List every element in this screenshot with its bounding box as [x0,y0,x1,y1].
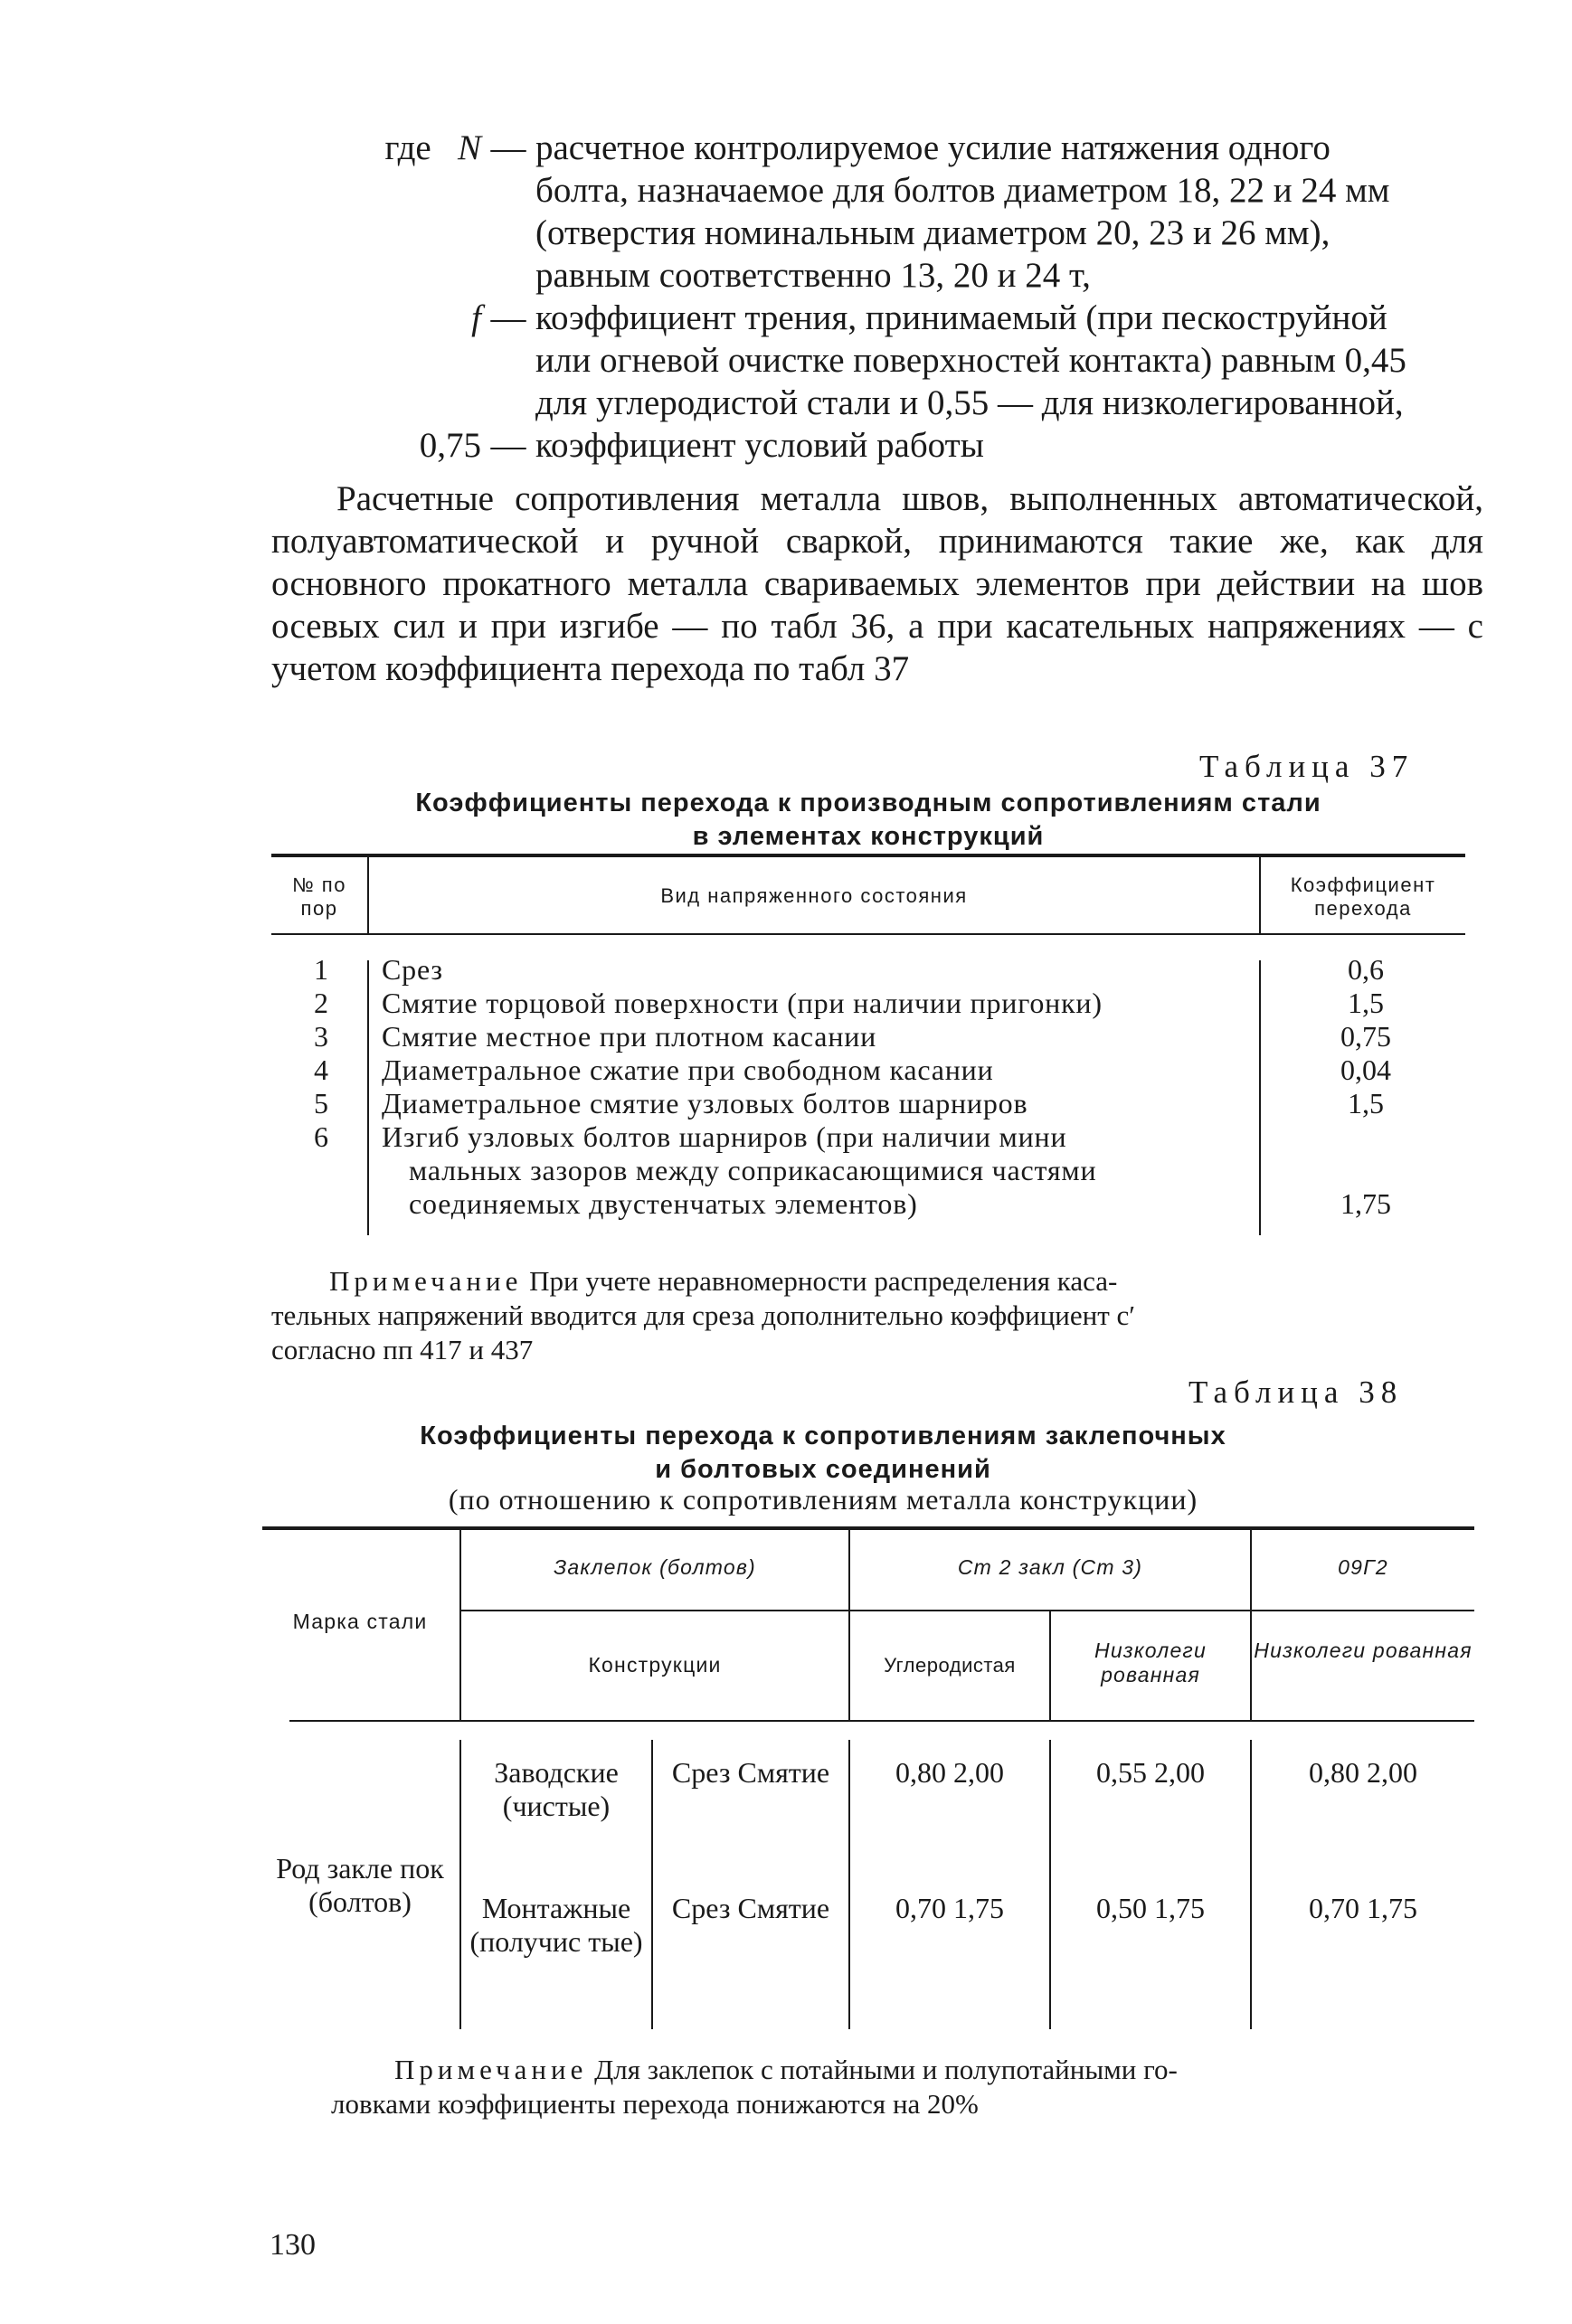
header-state: Вид напряженного состояния [660,884,968,907]
row-description: Изгиб узловых болтов шарниров (при наличии мини [382,1120,1067,1153]
row-number: 6 [314,1120,328,1153]
table-38-note [394,2053,1476,2086]
row-number: 2 [314,987,328,1019]
table-rule-header [271,933,1465,935]
value-carbon: 0,70 1,75 [895,1892,1004,1924]
row-coefficient: 1,5 [1348,987,1384,1019]
header-carbon: Углеродистая [884,1654,1016,1677]
table-row [271,1120,1465,1221]
header-num: № по пор [292,874,346,920]
value-09g2: 0,70 1,75 [1309,1892,1417,1924]
symbol-n: N [457,128,481,167]
table-row [271,1087,1465,1120]
header-lowalloy: Низколеги рованная [1094,1639,1207,1686]
table-38-title-line: Коэффициенты перехода к сопротивлениям заклепочных [420,1422,1226,1450]
table-37-title-line: Коэффициенты перехода к производным сопротивлениям стали [415,789,1321,817]
definitions-block [271,127,1483,467]
body-paragraph: Расчетные сопротивления металла швов, выполненных автоматической, полуавтоматической и ручной сваркой, принимаются такие же, как для основного прокатного металла свариваемых элементов при действии на шов осевых сил и при изгибе — по табл 36, а при касательных напряжениях — с учетом коэффициента перехода по табл 37 [271,479,1483,688]
note-label: Примечание [329,1265,523,1297]
table-38-label: Таблица 38 [1188,1375,1404,1410]
header-structures: Конструкции [588,1653,722,1677]
definition-line: для углеродистой стали и 0,55 — для низколегированной, [535,383,1404,422]
row-description: соединяемых двустенчатых элементов) [409,1187,918,1220]
definition-line: коэффициент трения, принимаемый (при пескоструйной [535,298,1387,337]
header-coef: Коэффициент перехода [1290,874,1436,920]
header-lowalloy: Низколеги рованная [1254,1639,1473,1662]
table-rule-top [262,1526,1474,1530]
table-38-subtitle: (по отношению к сопротивлениям металла конструкции) [448,1483,1198,1516]
row-description: Срез [382,953,443,986]
page-number: 130 [270,2228,316,2262]
row-description: Диаметральное смятие узловых болтов шарниров [382,1087,1028,1119]
row-coefficient: 0,75 [1340,1020,1391,1053]
definition-line: (отверстия номинальным диаметром 20, 23 и 26 мм), [535,213,1331,252]
row-number: 5 [314,1087,328,1119]
table-38 [262,1526,1474,2033]
value-lowalloy: 0,50 1,75 [1096,1892,1205,1924]
note-text: При учете неравномерности распределения каса- [529,1265,1118,1297]
load-modes: Срез Смятие [671,1756,830,1789]
note-text: ловками коэффициенты перехода понижаются на 20% [331,2088,979,2120]
dash: — [490,298,526,337]
table-37-body [271,953,1465,1221]
row-coefficient: 0,04 [1340,1053,1391,1086]
table-row [271,953,1465,987]
row-number: 4 [314,1053,328,1086]
note-label: Примечание [394,2054,588,2085]
note-text: Для заклепок с потайными и полупотайными го- [594,2054,1178,2085]
table-row [271,987,1465,1020]
definition-n [271,127,1483,169]
table-38-title-line: и болтовых соединений [655,1455,991,1484]
header-st2: Ст 2 закл (Ст 3) [957,1555,1143,1579]
rivet-type: Заводские (чистые) [494,1756,619,1822]
header-09g2: 09Г2 [1338,1555,1388,1579]
table-row [271,1020,1465,1053]
dash: — [490,128,526,167]
header-rivets: Заклепок (болтов) [554,1555,756,1579]
table-row [271,1053,1465,1087]
definition-coef [271,424,1483,467]
row-number: 1 [314,953,328,986]
row-description: Смятие торцовой поверхности (при наличии пригонки) [382,987,1103,1019]
note-text: согласно пп 417 и 437 [271,1334,534,1365]
symbol-f: f [471,298,481,337]
value-09g2: 0,80 2,00 [1309,1756,1417,1789]
symbol-075: 0,75 [419,426,481,465]
definition-line: равным соответственно 13, 20 и 24 т, [535,256,1091,295]
table-37-title-line: в элементах конструкций [692,822,1045,851]
value-lowalloy: 0,55 2,00 [1096,1756,1205,1789]
row-description: Смятие местное при плотном касании [382,1020,877,1053]
rivet-type: Монтажные (получис тые) [469,1892,643,1958]
row-coefficient: 1,75 [1340,1187,1391,1220]
dash: — [490,426,526,465]
table-rule-header [461,1610,1474,1611]
row-description: мальных зазоров между соприкасающимися частями [409,1154,1097,1186]
row-coefficient: 1,5 [1348,1087,1384,1119]
table-37-label: Таблица 37 [1199,749,1415,784]
table-37-title [271,787,1465,854]
value-carbon: 0,80 2,00 [895,1756,1004,1789]
definition-line: коэффициент условий работы [535,426,984,465]
row-description: Диаметральное сжатие при свободном касании [382,1053,994,1086]
table-37-note [329,1264,1471,1298]
table-rule-top [271,854,1465,857]
table-37 [271,854,1465,1252]
row-group-label: Род закле пок (болтов) [276,1852,444,1918]
row-number: 3 [314,1020,328,1053]
definition-line: болта, назначаемое для болтов диаметром 18, 22 и 24 мм [535,171,1390,210]
table-rule-header [289,1720,1474,1722]
note-text: тельных напряжений вводится для среза дополнительно коэффициент c′ [271,1299,1136,1331]
definition-line: или огневой очистке поверхностей контакта) равным 0,45 [535,341,1406,380]
definitions-intro: где [384,128,431,167]
load-modes: Срез Смятие [671,1892,830,1924]
row-coefficient: 0,6 [1348,953,1384,986]
definition-f [271,297,1483,339]
definition-line: расчетное контролируемое усилие натяжения одного [535,128,1331,167]
header-steel-grade: Марка стали [292,1610,428,1633]
table-38-title [262,1420,1384,1487]
